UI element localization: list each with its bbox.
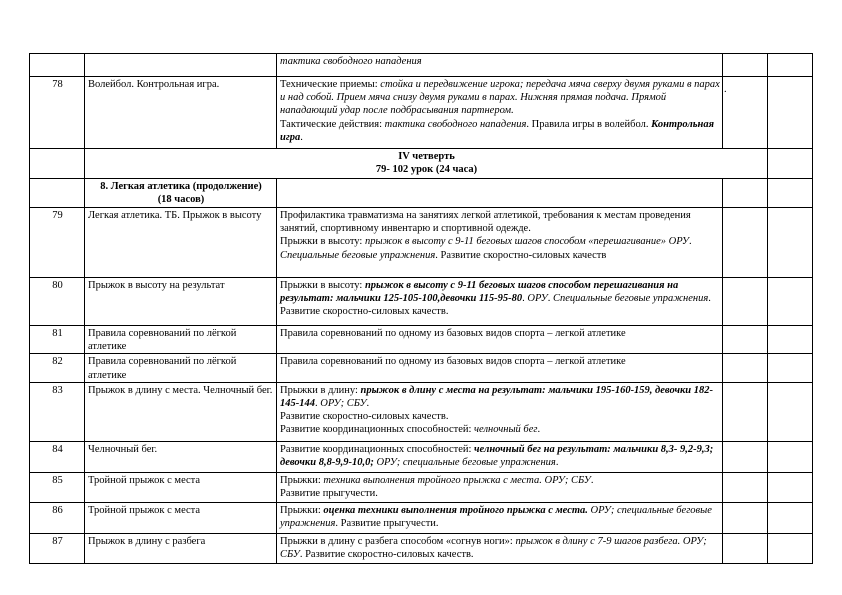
content-line <box>280 55 720 68</box>
table-row-r83 <box>30 382 813 441</box>
table-row-r87 <box>30 533 813 563</box>
table-row-r78 <box>30 77 813 149</box>
content-text: Тактические действия: <box>280 118 385 130</box>
lesson-plan-sheet <box>29 53 813 564</box>
content-text: Развитие координационных способностей: <box>280 424 475 436</box>
lesson-topic: Прыжок в длину с разбега <box>85 533 277 563</box>
lesson-number <box>30 54 85 77</box>
lesson-topic: Правила соревнований по лёгкой атлетике <box>85 354 277 382</box>
lesson-topic: Легкая атлетика. ТБ. Прыжок в высоту <box>85 208 277 278</box>
content-text: . <box>547 293 553 305</box>
content-text: челночный бег на результат: мальчики 8,3- 9,2-9,3; девочки 8,8-9,9-10,0; <box>280 443 714 469</box>
content-text: . Развитие скоростно-силовых качеств. <box>280 293 711 318</box>
content-text: Прыжки в высоту: <box>280 280 365 291</box>
lesson-content <box>277 278 723 326</box>
table-row-r81 <box>30 326 813 354</box>
content-text: Профилактика травматизма на занятиях легкой атлетикой, требования к местам проведения занятий, спортивному инвентарю и спортивной одежде. <box>280 210 691 235</box>
content-text: Развитие скоростно-силовых качеств. <box>280 411 449 423</box>
content-text: Правила соревнований по одному из базовых видов спорта – легкой атлетике <box>280 328 626 339</box>
actual-date-cell <box>768 208 813 278</box>
planned-date-cell <box>723 533 768 563</box>
content-text: прыжок в высоту с 9-11 беговых шагов способом перешагивания на результат: мальчики 125-105-100,девочки 115-95-80 <box>280 280 679 305</box>
lesson-number: 81 <box>30 326 85 354</box>
content-text: прыжок в длину с 7-9 шагов разбега. ОРУ; СБУ <box>280 535 707 561</box>
actual-date-cell <box>768 54 813 77</box>
section-hours: (18 часов) <box>157 194 205 206</box>
actual-date-cell <box>768 278 813 326</box>
lesson-topic: Прыжок в высоту на результат <box>85 278 277 326</box>
lesson-content <box>277 502 723 533</box>
content-line <box>280 235 720 261</box>
lesson-content <box>277 354 723 382</box>
lesson-number: 83 <box>30 382 85 441</box>
table-row-r0 <box>30 54 813 77</box>
lesson-topic: Волейбол. Контрольная игра. <box>85 77 277 149</box>
content-text: . <box>537 424 541 436</box>
content-text: Прыжки в длину с разбега способом «согнув ноги»: <box>280 535 516 547</box>
planned-date-cell <box>723 472 768 502</box>
empty-cell <box>768 149 813 179</box>
planned-date-cell <box>723 441 768 472</box>
lesson-topic: Тройной прыжок с места <box>85 502 277 533</box>
actual-date-cell <box>768 472 813 502</box>
table-row-quarter <box>30 149 813 179</box>
content-line <box>280 209 720 235</box>
content-text: тактика свободного нападения <box>384 118 527 130</box>
content-line <box>280 410 720 423</box>
table-row-r86 <box>30 502 813 533</box>
content-text: техника выполнения тройного прыжка с места. ОРУ; СБУ <box>323 474 591 486</box>
content-text: Прыжки: <box>280 474 324 486</box>
table-row-r82 <box>30 354 813 382</box>
content-line <box>280 118 720 144</box>
lesson-number: 80 <box>30 278 85 326</box>
content-text: . <box>590 474 594 486</box>
lesson-number: 84 <box>30 441 85 472</box>
content-text: Прыжки в длину: <box>280 384 361 396</box>
quarter-lessons: 79- 102 урок (24 часа) <box>375 164 478 176</box>
lesson-content <box>277 326 723 354</box>
lesson-content <box>277 472 723 502</box>
content-text: ОРУ; специальные беговые упражнения <box>280 504 712 530</box>
content-text: . <box>315 398 321 410</box>
content-text: Контрольная игра <box>280 118 714 143</box>
planned-date-cell <box>723 77 768 149</box>
planned-date-cell <box>723 54 768 77</box>
lesson-number: 86 <box>30 502 85 533</box>
content-text: стойка и передвижение игрока; передача мяча сверху двумя руками в парах и над собой. Прием мяча снизу двумя руками в парах. Нижняя прямая подача. Прямой нападающий удар после подбрасывания партнером. <box>280 79 720 117</box>
actual-date-cell <box>768 502 813 533</box>
table-row-section8 <box>30 179 813 208</box>
content-line <box>280 487 720 500</box>
content-line <box>280 443 720 469</box>
table-row-r84 <box>30 441 813 472</box>
lesson-plan-table <box>29 53 813 564</box>
actual-date-cell <box>768 77 813 149</box>
lesson-topic <box>85 54 277 77</box>
lesson-content <box>277 208 723 278</box>
content-text: челночный бег <box>474 424 538 436</box>
content-text: ОРУ; специальные беговые упражнения <box>376 457 556 469</box>
dot-mark: . <box>724 84 727 95</box>
content-text: . <box>300 131 303 143</box>
planned-date-cell <box>723 354 768 382</box>
lesson-content <box>277 54 723 77</box>
empty-cell <box>30 179 85 208</box>
planned-date-cell <box>723 208 768 278</box>
actual-date-cell <box>768 326 813 354</box>
lesson-topic: Прыжок в длину с места. Челночный бег. <box>85 382 277 441</box>
content-text: Развитие координационных способностей: <box>280 443 475 455</box>
planned-date-cell <box>723 382 768 441</box>
content-text: Специальные беговые упражнения <box>553 293 709 305</box>
content-text: тактика свободного нападения <box>280 56 422 67</box>
table-row-r80 <box>30 278 813 326</box>
content-text: Технические приемы: <box>280 79 381 90</box>
content-line <box>280 535 720 561</box>
content-line <box>280 78 720 118</box>
content-text: . Развитие прыгучести. <box>335 518 439 530</box>
content-text: Прыжки: <box>280 504 324 516</box>
empty-cell <box>723 179 768 208</box>
quarter-header <box>85 149 768 179</box>
content-text: . Развитие скоростно-силовых качеств. <box>299 549 474 561</box>
content-text: прыжок в высоту с 9-11 беговых шагов способом «перешагивание» ОРУ <box>364 236 689 248</box>
actual-date-cell <box>768 441 813 472</box>
lesson-number: 85 <box>30 472 85 502</box>
content-line <box>280 279 720 319</box>
empty-cell <box>768 179 813 208</box>
lesson-content <box>277 382 723 441</box>
lesson-number: 78 <box>30 77 85 149</box>
table-row-r85 <box>30 472 813 502</box>
content-line <box>280 423 720 436</box>
content-line <box>280 327 720 340</box>
content-text: . Развитие скоростно-силовых качеств <box>435 249 607 261</box>
content-line <box>280 384 720 410</box>
lesson-number: 87 <box>30 533 85 563</box>
lesson-topic: Челночный бег. <box>85 441 277 472</box>
section-title <box>85 179 277 208</box>
content-line <box>280 504 720 530</box>
content-text: Прыжки в высоту: <box>280 236 365 248</box>
lesson-content <box>277 77 723 149</box>
content-text: . <box>688 236 692 248</box>
table-row-r79 <box>30 208 813 278</box>
lesson-number: 82 <box>30 354 85 382</box>
content-line <box>280 474 720 487</box>
content-line <box>280 355 720 368</box>
quarter-title: IV четверть <box>398 151 455 162</box>
lesson-content <box>277 533 723 563</box>
empty-cell <box>277 179 723 208</box>
content-text: ОРУ <box>527 293 548 305</box>
content-text: ОРУ; СБУ <box>320 398 367 410</box>
planned-date-cell <box>723 278 768 326</box>
content-text: . <box>366 398 370 410</box>
section-name: 8. Легкая атлетика (продолжение) <box>100 181 262 192</box>
content-text: . <box>522 293 528 305</box>
actual-date-cell <box>768 382 813 441</box>
actual-date-cell <box>768 533 813 563</box>
actual-date-cell <box>768 354 813 382</box>
lesson-number: 79 <box>30 208 85 278</box>
planned-date-cell <box>723 502 768 533</box>
lesson-topic: Правила соревнований по лёгкой атлетике <box>85 326 277 354</box>
content-text: прыжок в длину с места на результат: мальчики 195-160-159, девочки 182-145-144 <box>280 384 714 410</box>
planned-date-cell <box>723 326 768 354</box>
content-text: Специальные беговые упражнения <box>280 249 436 261</box>
lesson-topic: Тройной прыжок с места <box>85 472 277 502</box>
content-text: Развитие прыгучести. <box>280 488 378 500</box>
content-text: Правила соревнований по одному из базовых видов спорта – легкой атлетике <box>280 356 626 368</box>
content-text: . Правила игры в волейбол. <box>526 118 652 130</box>
lesson-content <box>277 441 723 472</box>
content-text: . <box>555 457 559 469</box>
content-text: оценка техники выполнения тройного прыжка с места. <box>323 504 588 516</box>
empty-cell <box>30 149 85 179</box>
